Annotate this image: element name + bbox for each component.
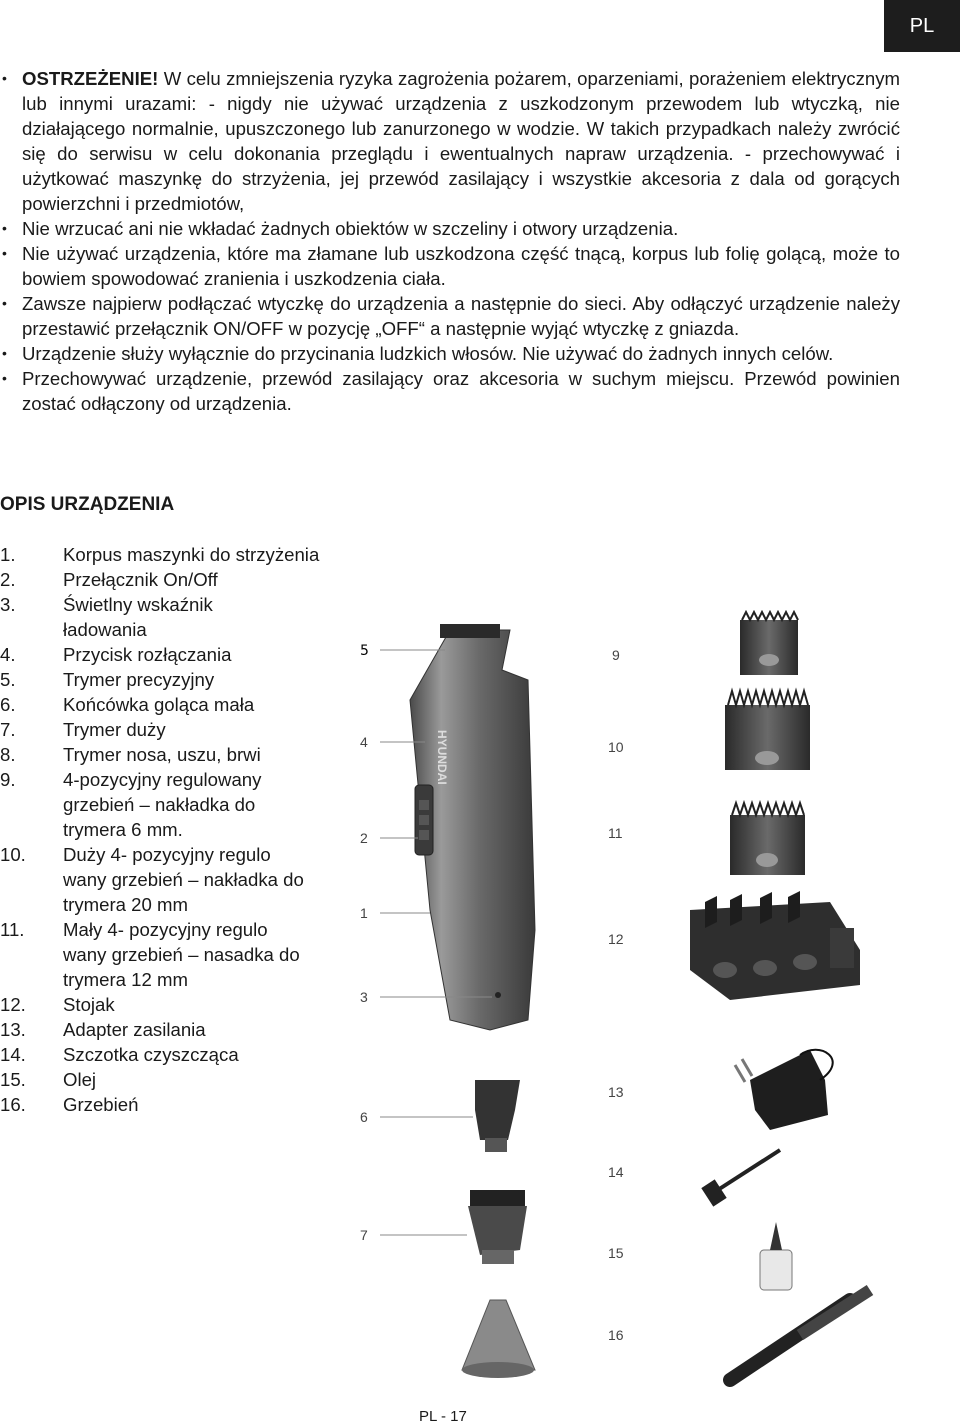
callout-12: 12 xyxy=(608,931,624,947)
trimmer-body xyxy=(410,624,535,1030)
part-item xyxy=(0,592,360,642)
callout-4: 4 xyxy=(360,734,368,750)
warning-label: OSTRZEŻENIE! xyxy=(22,68,159,89)
part-item xyxy=(0,642,360,667)
warning-item xyxy=(0,66,900,216)
part-label: Świetlny wskaźnik ładowania xyxy=(63,594,213,640)
cleaning-brush xyxy=(701,1150,780,1207)
part-number: 8. xyxy=(0,744,16,765)
large-trimmer-head xyxy=(468,1190,527,1264)
part-number: 14. xyxy=(0,1044,26,1065)
device-figure xyxy=(330,610,960,1400)
charging-stand xyxy=(690,891,860,1000)
comb-attachment-20mm xyxy=(725,691,810,770)
part-item xyxy=(0,717,360,742)
warning-text: Przechowywać urządzenie, przewód zasilający oraz akcesoria w suchym miejscu. Przewód powinien zostać odłączony od urządzenia. xyxy=(22,368,900,414)
part-number: 1. xyxy=(0,544,16,565)
callout-10: 10 xyxy=(608,739,624,755)
callout-5: 5 xyxy=(360,643,369,659)
warning-item xyxy=(0,341,900,366)
part-label: Korpus maszynki do strzyżenia xyxy=(63,544,320,565)
part-number: 12. xyxy=(0,994,26,1015)
page-footer: PL - 17 xyxy=(419,1408,467,1425)
part-number: 4. xyxy=(0,644,16,665)
part-label: Olej xyxy=(63,1069,97,1090)
part-number: 5. xyxy=(0,669,16,690)
warning-item xyxy=(0,291,900,341)
part-item xyxy=(0,1067,360,1092)
part-item xyxy=(0,742,360,767)
part-item xyxy=(0,842,360,917)
part-label: Szczotka czyszcząca xyxy=(63,1044,239,1065)
callout-13: 13 xyxy=(608,1084,624,1100)
part-number: 16. xyxy=(0,1094,26,1115)
part-number: 2. xyxy=(0,569,16,590)
part-item xyxy=(0,767,360,842)
part-number: 3. xyxy=(0,594,16,615)
warnings-list xyxy=(0,66,900,416)
callout-1: 1 xyxy=(360,905,368,921)
callout-6: 6 xyxy=(360,1109,368,1125)
warning-text: Nie wrzucać ani nie wkładać żadnych obiektów w szczeliny i otwory urządzenia. xyxy=(22,218,679,239)
parts-list xyxy=(0,542,360,1117)
device-illustration xyxy=(330,610,960,1400)
part-label: Przycisk rozłączania xyxy=(63,644,232,665)
section-title: OPIS URZĄDZENIA xyxy=(0,494,175,515)
part-item xyxy=(0,567,360,592)
part-number: 7. xyxy=(0,719,16,740)
callout-9: 9 xyxy=(612,647,620,663)
part-number: 13. xyxy=(0,1019,26,1040)
brand-label: HYUNDAI xyxy=(435,730,449,785)
part-item xyxy=(0,542,360,567)
part-item xyxy=(0,992,360,1017)
warning-text: Urządzenie służy wyłącznie do przycinania ludzkich włosów. Nie używać do żadnych innych celów. xyxy=(22,343,834,364)
callout-14: 14 xyxy=(608,1164,624,1180)
hair-comb xyxy=(730,1290,870,1380)
callout-15: 15 xyxy=(608,1245,624,1261)
callout-16: 16 xyxy=(608,1327,624,1343)
part-number: 15. xyxy=(0,1069,26,1090)
oil-bottle xyxy=(760,1222,792,1290)
part-label: Trymer duży xyxy=(63,719,166,740)
part-label: Stojak xyxy=(63,994,115,1015)
part-label: Przełącznik On/Off xyxy=(63,569,218,590)
small-shaver-head xyxy=(475,1080,520,1152)
warning-item xyxy=(0,366,900,416)
part-item xyxy=(0,1042,360,1067)
part-label: Końcówka goląca mała xyxy=(63,694,255,715)
nose-trimmer-head xyxy=(462,1300,535,1378)
callout-7: 7 xyxy=(360,1227,368,1243)
part-label: Mały 4- pozycyjny regulo wany grzebień – nasadka do trymera 12 mm xyxy=(63,919,300,990)
power-adapter xyxy=(735,1050,833,1130)
part-label: Adapter zasilania xyxy=(63,1019,206,1040)
warning-item xyxy=(0,241,900,291)
part-number: 9. xyxy=(0,769,16,790)
part-number: 11. xyxy=(0,919,25,940)
part-item xyxy=(0,667,360,692)
part-item xyxy=(0,1017,360,1042)
part-number: 10. xyxy=(0,844,26,865)
callout-3: 3 xyxy=(360,989,368,1005)
warning-text: W celu zmniejszenia ryzyka zagrożenia pożarem, oparzeniami, porażeniem elektrycznym lub innymi urazami: - nigdy nie używać urządzenia z uszkodzonym przewodem lub wtyczką, nie działającego normalnie, upuszczonego lub zanurzonego w wodzie. W takich przypadkach należy zwrócić się do serwisu w celu dokonania przeglądu i ewentualnych napraw urządzenia. - przechowywać i użytkować maszynkę do strzyżenia, jej przewód zasilający i wszystkie akcesoria z dala od gorących powierzchni i przedmiotów, xyxy=(22,68,900,214)
part-label: 4-pozycyjny regulowany grzebień – nakładka do trymera 6 mm. xyxy=(63,769,262,840)
callout-11: 11 xyxy=(608,825,623,841)
part-item xyxy=(0,1092,360,1117)
part-label: Trymer nosa, uszu, brwi xyxy=(63,744,261,765)
part-label: Grzebień xyxy=(63,1094,139,1115)
part-label: Duży 4- pozycyjny regulo wany grzebień – nakładka do trymera 20 mm xyxy=(63,844,304,915)
part-label: Trymer precyzyjny xyxy=(63,669,215,690)
warning-text: Zawsze najpierw podłączać wtyczkę do urządzenia a następnie do sieci. Aby odłączyć urządzenie należy przestawić przełącznik ON/OFF w pozycję „OFF“ a następnie wyjąć wtyczkę z gniazda. xyxy=(22,293,900,339)
callout-2: 2 xyxy=(360,830,368,846)
comb-attachment-12mm xyxy=(730,803,805,875)
part-number: 6. xyxy=(0,694,16,715)
warning-text: Nie używać urządzenia, które ma złamane lub uszkodzona część tnącą, korpus lub folię golącą, może to bowiem spowodować zranienia i uszkodzenia ciała. xyxy=(22,243,900,289)
warning-item xyxy=(0,216,900,241)
part-item xyxy=(0,692,360,717)
comb-attachment-6mm xyxy=(740,612,798,675)
language-tab: PL xyxy=(884,0,960,52)
part-item xyxy=(0,917,360,992)
